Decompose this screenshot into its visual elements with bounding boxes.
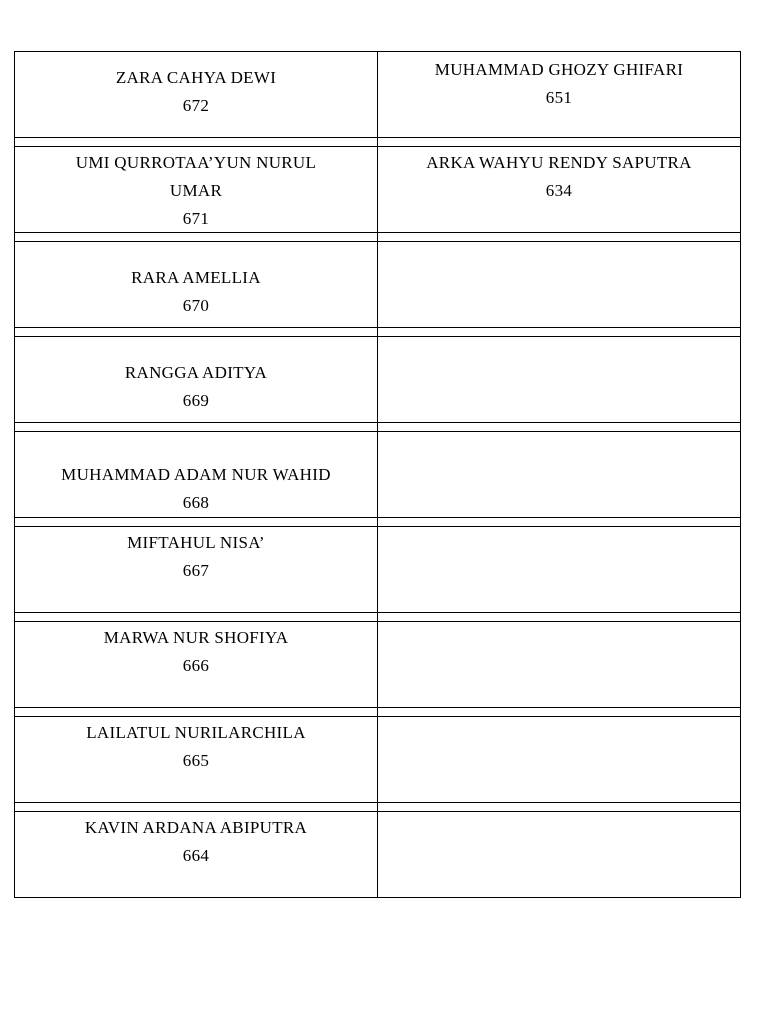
empty-cell [378, 622, 740, 707]
student-name: UMI QURROTAA’YUN NURUL [75, 153, 317, 172]
name-cell [15, 812, 378, 897]
name-label-table [14, 51, 741, 898]
name-cell [15, 147, 378, 232]
student-number: 670 [182, 296, 210, 315]
student-number: 669 [182, 391, 210, 410]
table-row [14, 431, 741, 518]
row-spacer [14, 328, 741, 336]
student-number: 667 [182, 561, 210, 580]
student-number: 634 [545, 181, 573, 200]
empty-cell [378, 337, 740, 422]
row-spacer [14, 423, 741, 431]
student-number: 672 [182, 96, 210, 115]
student-number: 651 [545, 88, 573, 107]
name-cell [15, 52, 378, 137]
name-cell [15, 527, 378, 612]
student-number: 664 [182, 846, 210, 865]
name-cell [378, 147, 740, 232]
table-row [14, 811, 741, 898]
row-spacer [14, 138, 741, 146]
student-name: RARA AMELLIA [131, 268, 261, 287]
table-row [14, 241, 741, 328]
student-number: 665 [182, 751, 210, 770]
student-number: 671 [182, 209, 210, 228]
student-name: MIFTAHUL NISA’ [127, 533, 265, 552]
student-name: ARKA WAHYU RENDY SAPUTRA [426, 153, 692, 172]
empty-cell [378, 812, 740, 897]
student-name: MUHAMMAD ADAM NUR WAHID [61, 465, 331, 484]
name-cell [15, 432, 378, 517]
empty-cell [378, 527, 740, 612]
table-row [14, 51, 741, 138]
row-spacer [14, 233, 741, 241]
row-spacer [14, 613, 741, 621]
table-row [14, 146, 741, 233]
row-spacer [14, 708, 741, 716]
empty-cell [378, 432, 740, 517]
name-cell [15, 622, 378, 707]
table-row [14, 336, 741, 423]
student-name: RANGGA ADITYA [124, 363, 268, 382]
empty-cell [378, 242, 740, 327]
row-spacer [14, 518, 741, 526]
row-spacer [14, 803, 741, 811]
empty-cell [378, 717, 740, 802]
name-cell [15, 337, 378, 422]
table-row [14, 526, 741, 613]
student-name: MARWA NUR SHOFIYA [103, 628, 289, 647]
student-name-continued: UMAR [169, 181, 223, 200]
student-number: 666 [182, 656, 210, 675]
student-name: KAVIN ARDANA ABIPUTRA [84, 818, 308, 837]
name-cell [378, 52, 740, 137]
student-number: 668 [182, 493, 210, 512]
student-name: MUHAMMAD GHOZY GHIFARI [434, 60, 684, 79]
table-row [14, 621, 741, 708]
name-cell [15, 717, 378, 802]
name-cell [15, 242, 378, 327]
student-name: LAILATUL NURILARCHILA [86, 723, 306, 742]
table-row [14, 716, 741, 803]
student-name: ZARA CAHYA DEWI [115, 68, 277, 87]
